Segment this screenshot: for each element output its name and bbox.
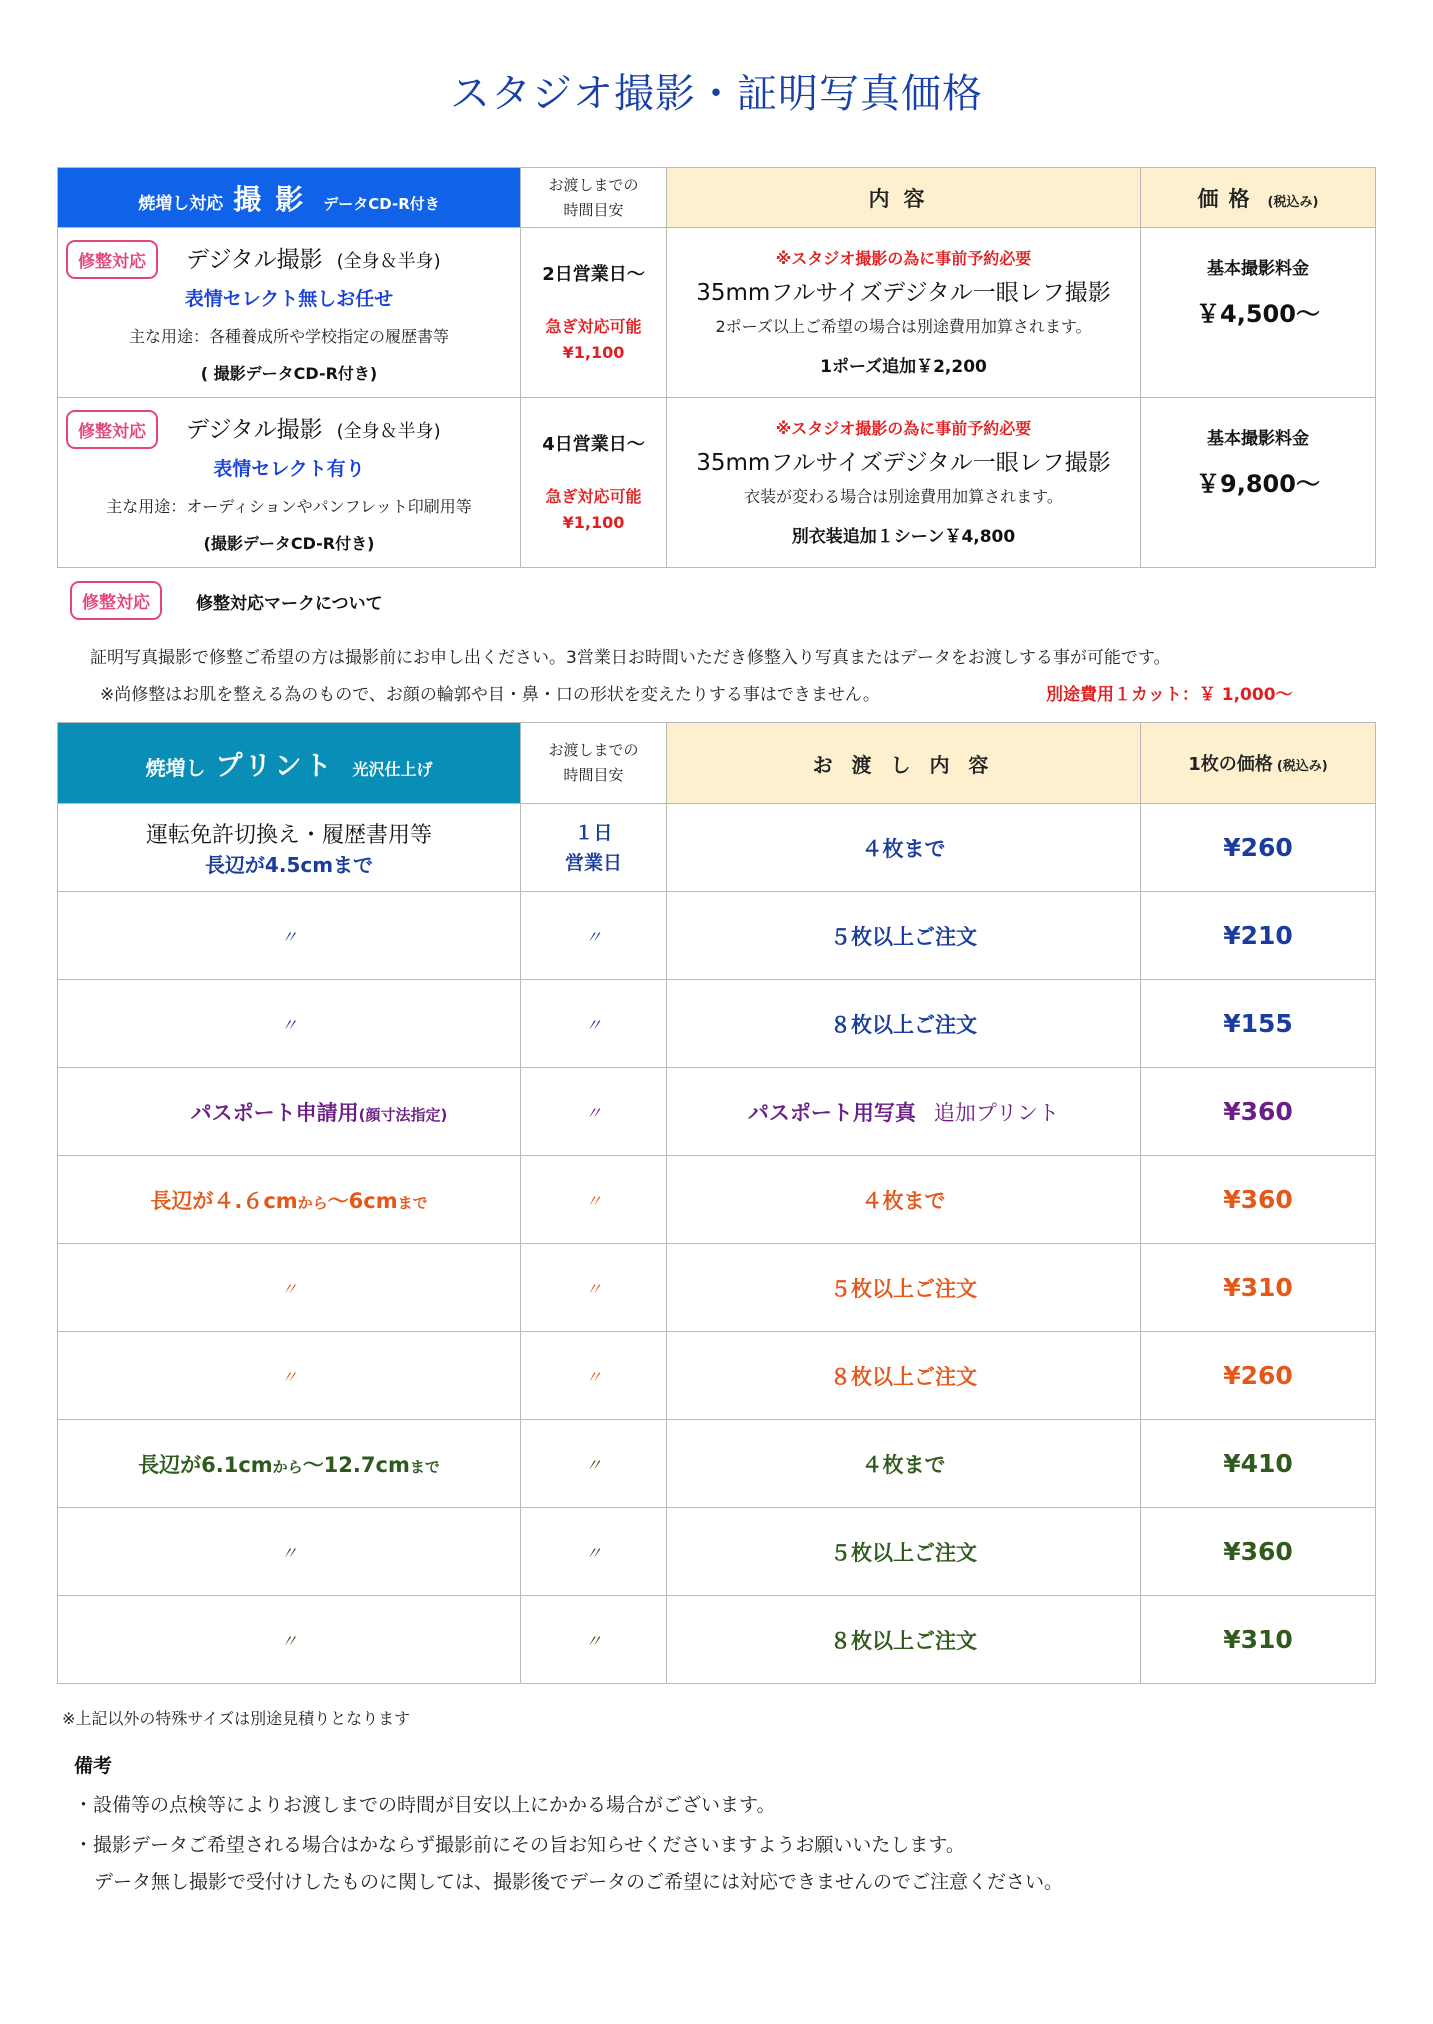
table-row	[58, 228, 1376, 398]
time-cell	[521, 398, 667, 568]
table-row	[58, 1244, 1376, 1332]
service-usage: 主な用途：各種養成所や学校指定の履歴書等	[128, 327, 449, 346]
remarks-line: データ無し撮影で受付けしたものに関しては、撮影後でデータのご希望には対応できませんのでご注意ください。	[94, 1871, 1064, 1893]
size-cell	[58, 804, 521, 892]
studio-header-price	[1141, 168, 1376, 228]
size-label-tail: まで	[397, 1193, 428, 1212]
additional-price: 1ポーズ追加￥2,200	[820, 357, 987, 377]
base-price-label: 基本撮影料金	[1207, 429, 1309, 449]
remarks-heading: 備考	[74, 1755, 113, 1777]
ditto-mark: 〃	[521, 1332, 667, 1420]
service-cell	[58, 398, 521, 568]
service-select: 表情セレクト無しお任せ	[184, 288, 394, 310]
service-select: 表情セレクト有り	[213, 458, 365, 480]
size-cell	[58, 1156, 521, 1244]
ditto-mark: 〃	[58, 1508, 521, 1596]
price-cell: ¥360	[1141, 1508, 1376, 1596]
table-row	[58, 804, 1376, 892]
camera-description: 35mmフルサイズデジタル一眼レフ撮影	[696, 450, 1111, 476]
content-cell: ８枚以上ご注文	[667, 1596, 1141, 1684]
price-cell: ¥260	[1141, 1332, 1376, 1420]
reservation-note: ※スタジオ撮影の為に事前予約必要	[775, 249, 1032, 268]
studio-header-content: 内容	[667, 168, 1141, 228]
print-header-price-label: 1枚の価格	[1188, 754, 1273, 775]
service-name	[186, 411, 441, 444]
service-name-sub: (全身＆半身)	[336, 251, 441, 272]
size-label-end: 〜12.7cm	[302, 1452, 410, 1477]
table-row	[58, 980, 1376, 1068]
print-price-table	[57, 722, 1376, 1684]
print-header-time-line1: お渡しまでの	[548, 741, 639, 759]
table-row	[58, 892, 1376, 980]
size-label-tail: まで	[409, 1457, 440, 1476]
retouch-limitation: ※尚修整はお肌を整える為のもので、お顔の輪郭や目・鼻・口の形状を変えたりする事はできません。	[100, 685, 880, 705]
rush-label: 急ぎ対応可能	[545, 487, 642, 506]
price-cell: ¥360	[1141, 1156, 1376, 1244]
studio-header-service	[58, 168, 521, 228]
ditto-mark: 〃	[521, 1244, 667, 1332]
size-label-top: 運転免許切換え・履歴書用等	[145, 822, 432, 848]
table-row	[58, 1332, 1376, 1420]
size-label-end: 〜6cm	[327, 1188, 398, 1213]
base-price: ￥4,500〜	[1196, 300, 1320, 328]
special-size-note: ※上記以外の特殊サイズは別途見積りとなります	[62, 1709, 411, 1728]
studio-header-row	[58, 168, 1376, 228]
rush-info	[521, 484, 666, 536]
service-cdr: ( 撮影データCD-R付き)	[200, 364, 378, 383]
ditto-mark: 〃	[58, 1596, 521, 1684]
rush-price: ¥1,100	[562, 343, 625, 362]
price-cell: ¥260	[1141, 804, 1376, 892]
retouch-legend-badge: 修整対応	[70, 581, 162, 620]
service-name-main: デジタル撮影	[186, 247, 323, 273]
studio-header-time-line2: 時間目安	[563, 200, 624, 219]
table-row	[58, 1596, 1376, 1684]
delivery-days: 4日営業日〜	[542, 434, 645, 455]
service-name-sub: (全身＆半身)	[336, 421, 441, 442]
price-cell: ¥155	[1141, 980, 1376, 1068]
time-top: １日	[574, 821, 613, 844]
retouch-legend-title: 修整対応マークについて	[196, 594, 383, 614]
ditto-mark: 〃	[521, 1068, 667, 1156]
price-cell	[1141, 228, 1376, 398]
price-cell: ¥310	[1141, 1596, 1376, 1684]
print-header-time	[521, 723, 667, 804]
rush-info	[521, 314, 666, 366]
ditto-mark: 〃	[521, 892, 667, 980]
size-label-mid: から	[272, 1457, 303, 1476]
content-cell	[667, 1068, 1141, 1156]
studio-header-prefix: 焼増し対応	[138, 193, 224, 214]
price-cell: ¥360	[1141, 1068, 1376, 1156]
studio-price-table	[57, 167, 1376, 568]
print-header-tax: (税込み)	[1276, 759, 1328, 774]
ditto-mark: 〃	[58, 980, 521, 1068]
table-row	[58, 1156, 1376, 1244]
extra-charge-note: 衣装が変わる場合は別途費用加算されます。	[744, 487, 1063, 506]
rush-label: 急ぎ対応可能	[545, 317, 642, 336]
price-cell: ¥410	[1141, 1420, 1376, 1508]
content-cell: ５枚以上ご注文	[667, 892, 1141, 980]
passport-content: パスポート用写真	[747, 1100, 916, 1125]
time-bottom: 営業日	[564, 851, 622, 874]
service-name-main: デジタル撮影	[186, 417, 323, 443]
content-cell: ４枚まで	[667, 1156, 1141, 1244]
reservation-note: ※スタジオ撮影の為に事前予約必要	[775, 419, 1032, 438]
passport-label-suffix: (顔寸法指定)	[358, 1105, 448, 1124]
table-row	[58, 1508, 1376, 1596]
page-title: スタジオ撮影・証明写真価格	[450, 71, 983, 117]
print-header-price	[1141, 723, 1376, 804]
service-usage: 主な用途：オーディションやパンフレット印刷用等	[106, 497, 472, 516]
camera-description: 35mmフルサイズデジタル一眼レフ撮影	[696, 280, 1111, 306]
print-header-service	[58, 723, 521, 804]
passport-content-suffix: 追加プリント	[933, 1100, 1060, 1125]
content-cell: ５枚以上ご注文	[667, 1508, 1141, 1596]
studio-header-main: 撮影	[233, 182, 318, 216]
ditto-mark: 〃	[58, 892, 521, 980]
content-cell: ５枚以上ご注文	[667, 1244, 1141, 1332]
service-cdr: (撮影データCD-R付き)	[203, 534, 375, 553]
studio-header-time	[521, 168, 667, 228]
service-cell	[58, 228, 521, 398]
size-label-mid: から	[297, 1193, 328, 1212]
content-cell	[667, 398, 1141, 568]
remarks-line: ・設備等の点検等によりお渡しまでの時間が目安以上にかかる場合がございます。	[74, 1794, 776, 1816]
size-label: 長辺が４.６cm	[150, 1188, 298, 1213]
ditto-mark: 〃	[521, 1156, 667, 1244]
extra-charge-note: 2ポーズ以上ご希望の場合は別途費用加算されます。	[715, 317, 1092, 336]
service-name	[186, 241, 441, 274]
base-price-label: 基本撮影料金	[1207, 259, 1309, 279]
ditto-mark: 〃	[521, 980, 667, 1068]
print-header-time-line2: 時間目安	[563, 766, 624, 784]
additional-price: 別衣装追加１シーン￥4,800	[791, 527, 1016, 547]
print-header-content: お 渡 し 内 容	[667, 723, 1141, 804]
time-cell	[521, 228, 667, 398]
retouch-description: 証明写真撮影で修整ご希望の方は撮影前にお申し出ください。3営業日お時間いただき修整入り写真またはデータをお渡しする事が可能です。	[90, 648, 1171, 668]
table-row	[58, 398, 1376, 568]
price-cell	[1141, 398, 1376, 568]
print-header-main: プリント	[215, 750, 335, 782]
studio-header-tax: (税込み)	[1267, 194, 1319, 210]
ditto-mark: 〃	[521, 1508, 667, 1596]
content-cell: ８枚以上ご注文	[667, 980, 1141, 1068]
content-cell: ４枚まで	[667, 1420, 1141, 1508]
table-row	[58, 1420, 1376, 1508]
delivery-days: 2日営業日〜	[542, 264, 645, 285]
ditto-mark: 〃	[521, 1596, 667, 1684]
base-price: ￥9,800〜	[1196, 470, 1320, 498]
remarks-line: ・撮影データご希望される場合はかならず撮影前にその旨お知らせくださいますようお願いいたします。	[74, 1834, 965, 1856]
studio-header-suffix: データCD-R付き	[323, 194, 440, 213]
ditto-mark: 〃	[521, 1420, 667, 1508]
print-header-prefix: 焼増し	[145, 755, 206, 780]
ditto-mark: 〃	[58, 1332, 521, 1420]
rush-price: ¥1,100	[562, 513, 625, 532]
retouch-badge: 修整対応	[66, 410, 158, 449]
print-header-row	[58, 723, 1376, 804]
table-row	[58, 1068, 1376, 1156]
size-cell	[58, 1420, 521, 1508]
studio-header-price-label: 価格	[1197, 186, 1260, 211]
retouch-fee: 別途費用１カット：￥ 1,000〜	[1046, 685, 1293, 705]
content-cell	[667, 228, 1141, 398]
size-label-bottom: 長辺が4.5cmまで	[204, 852, 374, 877]
size-label: 長辺が6.1cm	[138, 1452, 273, 1477]
print-header-suffix: 光沢仕上げ	[352, 759, 433, 779]
price-cell: ¥210	[1141, 892, 1376, 980]
time-cell	[521, 804, 667, 892]
passport-label: パスポート申請用	[190, 1100, 359, 1125]
ditto-mark: 〃	[58, 1244, 521, 1332]
content-cell: ８枚以上ご注文	[667, 1332, 1141, 1420]
size-cell	[58, 1068, 521, 1156]
price-cell: ¥310	[1141, 1244, 1376, 1332]
retouch-badge: 修整対応	[66, 240, 158, 279]
content-cell: ４枚まで	[667, 804, 1141, 892]
studio-header-time-line1: お渡しまでの	[548, 175, 639, 194]
